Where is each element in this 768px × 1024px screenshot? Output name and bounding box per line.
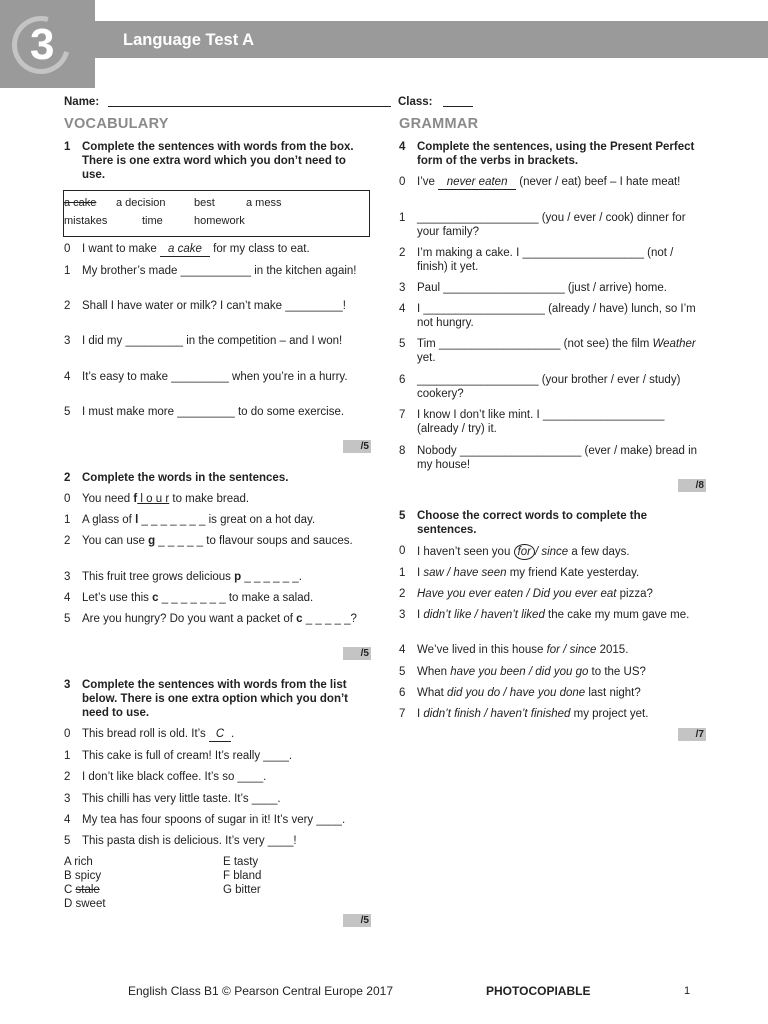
- q4-item-0: 0 I’ve never eaten (never / eat) beef – I hate meat!: [399, 175, 703, 190]
- q2-item-4[interactable]: 4 Let’s use this c _ _ _ _ _ _ _ to make a salad.: [64, 592, 314, 604]
- q5-item-6[interactable]: 6 What did you do / have you done last night?: [399, 687, 641, 699]
- q5-item-7[interactable]: 7 I didn’t finish / haven’t finished my project yet.: [399, 708, 649, 720]
- footer-copyright: English Class B1 © Pearson Central Europe 2017: [128, 984, 393, 998]
- box-word: a cake: [64, 197, 97, 209]
- q4-item-1[interactable]: 1 ___________________ (you / ever / cook) dinner for your family?: [399, 212, 686, 239]
- grammar-heading: GRAMMAR: [399, 116, 479, 132]
- name-field[interactable]: [108, 106, 391, 107]
- q2-item-3[interactable]: 3 This fruit tree grows delicious p _ _ _ _ _ _.: [64, 571, 302, 583]
- q3-option: D sweet: [64, 898, 106, 910]
- q1-item-4[interactable]: 4 It’s easy to make _________ when you’re in a hurry.: [64, 371, 348, 383]
- q1-item-0: 0 I want to make a cake for my class to eat.: [64, 242, 369, 257]
- q1-score-box: /5: [343, 440, 371, 453]
- box-word: time: [142, 215, 163, 227]
- q5-item-0: 0 I haven’t seen you for / since a few days.: [399, 544, 703, 560]
- q2-item-0: 0 You need f l o u r to make bread.: [64, 493, 250, 505]
- q1-instruction: 1 Complete the sentences with words from the box. There is one extra word which you don’t need to use.: [64, 141, 354, 182]
- title-bar: [95, 21, 768, 58]
- box-word: homework: [194, 215, 245, 227]
- q2-instruction: 2 Complete the words in the sentences.: [64, 472, 289, 484]
- footer-photocopiable: PHOTOCOPIABLE: [486, 984, 591, 998]
- vocabulary-heading: VOCABULARY: [64, 116, 169, 132]
- box-word: best: [194, 197, 215, 209]
- q5-item-5[interactable]: 5 When have you been / did you go to the US?: [399, 666, 646, 678]
- q3-item-2[interactable]: 2 I don’t like black coffee. It’s so ____.: [64, 771, 267, 783]
- q5-item-1[interactable]: 1 I saw / have seen my friend Kate yesterday.: [399, 567, 640, 579]
- answer-example: never eaten: [438, 175, 516, 190]
- unit-badge: [0, 0, 95, 88]
- q5-score-box: /7: [678, 728, 706, 741]
- q4-item-2[interactable]: 2 I’m making a cake. I ___________________ (not / finish) it yet.: [399, 247, 674, 274]
- box-word: a mess: [246, 197, 282, 209]
- word-box: [63, 190, 370, 237]
- q2-score-box: /5: [343, 647, 371, 660]
- q1-item-3[interactable]: 3 I did my _________ in the competition – and I won!: [64, 335, 343, 347]
- q1-item-1[interactable]: 1 My brother’s made ___________ in the kitchen again!: [64, 265, 357, 277]
- q4-item-3[interactable]: 3 Paul ___________________ (just / arrive) home.: [399, 282, 667, 294]
- q3-option: F bland: [223, 870, 262, 882]
- answer-example: C: [209, 727, 231, 742]
- q4-score-box: /8: [678, 479, 706, 492]
- box-word: mistakes: [64, 215, 108, 227]
- q1-item-2[interactable]: 2 Shall I have water or milk? I can’t make _________!: [64, 300, 347, 312]
- q5-item-3[interactable]: 3 I didn’t like / haven’t liked the cake my mum gave me.: [399, 609, 690, 621]
- class-label: Class:: [398, 96, 433, 108]
- q4-item-8[interactable]: 8 Nobody ___________________ (ever / make) bread in my house!: [399, 445, 698, 472]
- q3-option: B spicy: [64, 870, 102, 882]
- q2-item-1[interactable]: 1 A glass of l _ _ _ _ _ _ _ is great on a hot day.: [64, 514, 316, 526]
- q3-item-4[interactable]: 4 My tea has four spoons of sugar in it! It’s very ____.: [64, 814, 346, 826]
- q3-option: A rich: [64, 856, 93, 868]
- q4-instruction: 4 Complete the sentences, using the Present Perfect form of the verbs in brackets.: [399, 141, 695, 168]
- q3-item-1[interactable]: 1 This cake is full of cream! It’s really ____.: [64, 750, 293, 762]
- q3-score-box: /5: [343, 914, 371, 927]
- q3-item-0: 0 This bread roll is old. It’s C .: [64, 727, 369, 742]
- circled-answer: for: [514, 544, 535, 560]
- q3-item-5[interactable]: 5 This pasta dish is delicious. It’s very ____!: [64, 835, 297, 847]
- q2-item-2[interactable]: 2 You can use g _ _ _ _ _ to flavour soups and sauces.: [64, 535, 353, 547]
- q5-instruction: 5 Choose the correct words to complete the sentences.: [399, 510, 648, 537]
- class-field[interactable]: [443, 106, 473, 107]
- q3-instruction: 3 Complete the sentences with words from the list below. There is one extra option which you don’t need to use.: [64, 679, 349, 720]
- q5-item-2[interactable]: 2 Have you ever eaten / Did you ever eat pizza?: [399, 588, 653, 600]
- q3-item-3[interactable]: 3 This chilli has very little taste. It’s ____.: [64, 793, 281, 805]
- q3-option-used: C stale: [64, 884, 100, 896]
- q4-item-4[interactable]: 4 I ___________________ (already / have) lunch, so I’m not hungry.: [399, 303, 696, 330]
- page-title: Language Test A: [123, 31, 255, 49]
- page-number: 1: [684, 985, 691, 997]
- q4-item-5[interactable]: 5 Tim ___________________ (not see) the film Weather yet.: [399, 338, 696, 365]
- unit-number: 3: [30, 20, 55, 69]
- q1-item-5[interactable]: 5 I must make more _________ to do some exercise.: [64, 406, 345, 418]
- q4-item-7[interactable]: 7 I know I don’t like mint. I ___________________ (already / try) it.: [399, 409, 665, 436]
- q4-item-6[interactable]: 6 ___________________ (your brother / ever / study) cookery?: [399, 374, 681, 401]
- answer-example: a cake: [160, 242, 210, 257]
- q2-item-5[interactable]: 5 Are you hungry? Do you want a packet of c _ _ _ _ _?: [64, 613, 357, 625]
- q3-option: E tasty: [223, 856, 259, 868]
- q5-item-4[interactable]: 4 We’ve lived in this house for / since 2015.: [399, 644, 629, 656]
- q3-option: G bitter: [223, 884, 261, 896]
- name-label: Name:: [64, 96, 100, 108]
- box-word: a decision: [116, 197, 166, 209]
